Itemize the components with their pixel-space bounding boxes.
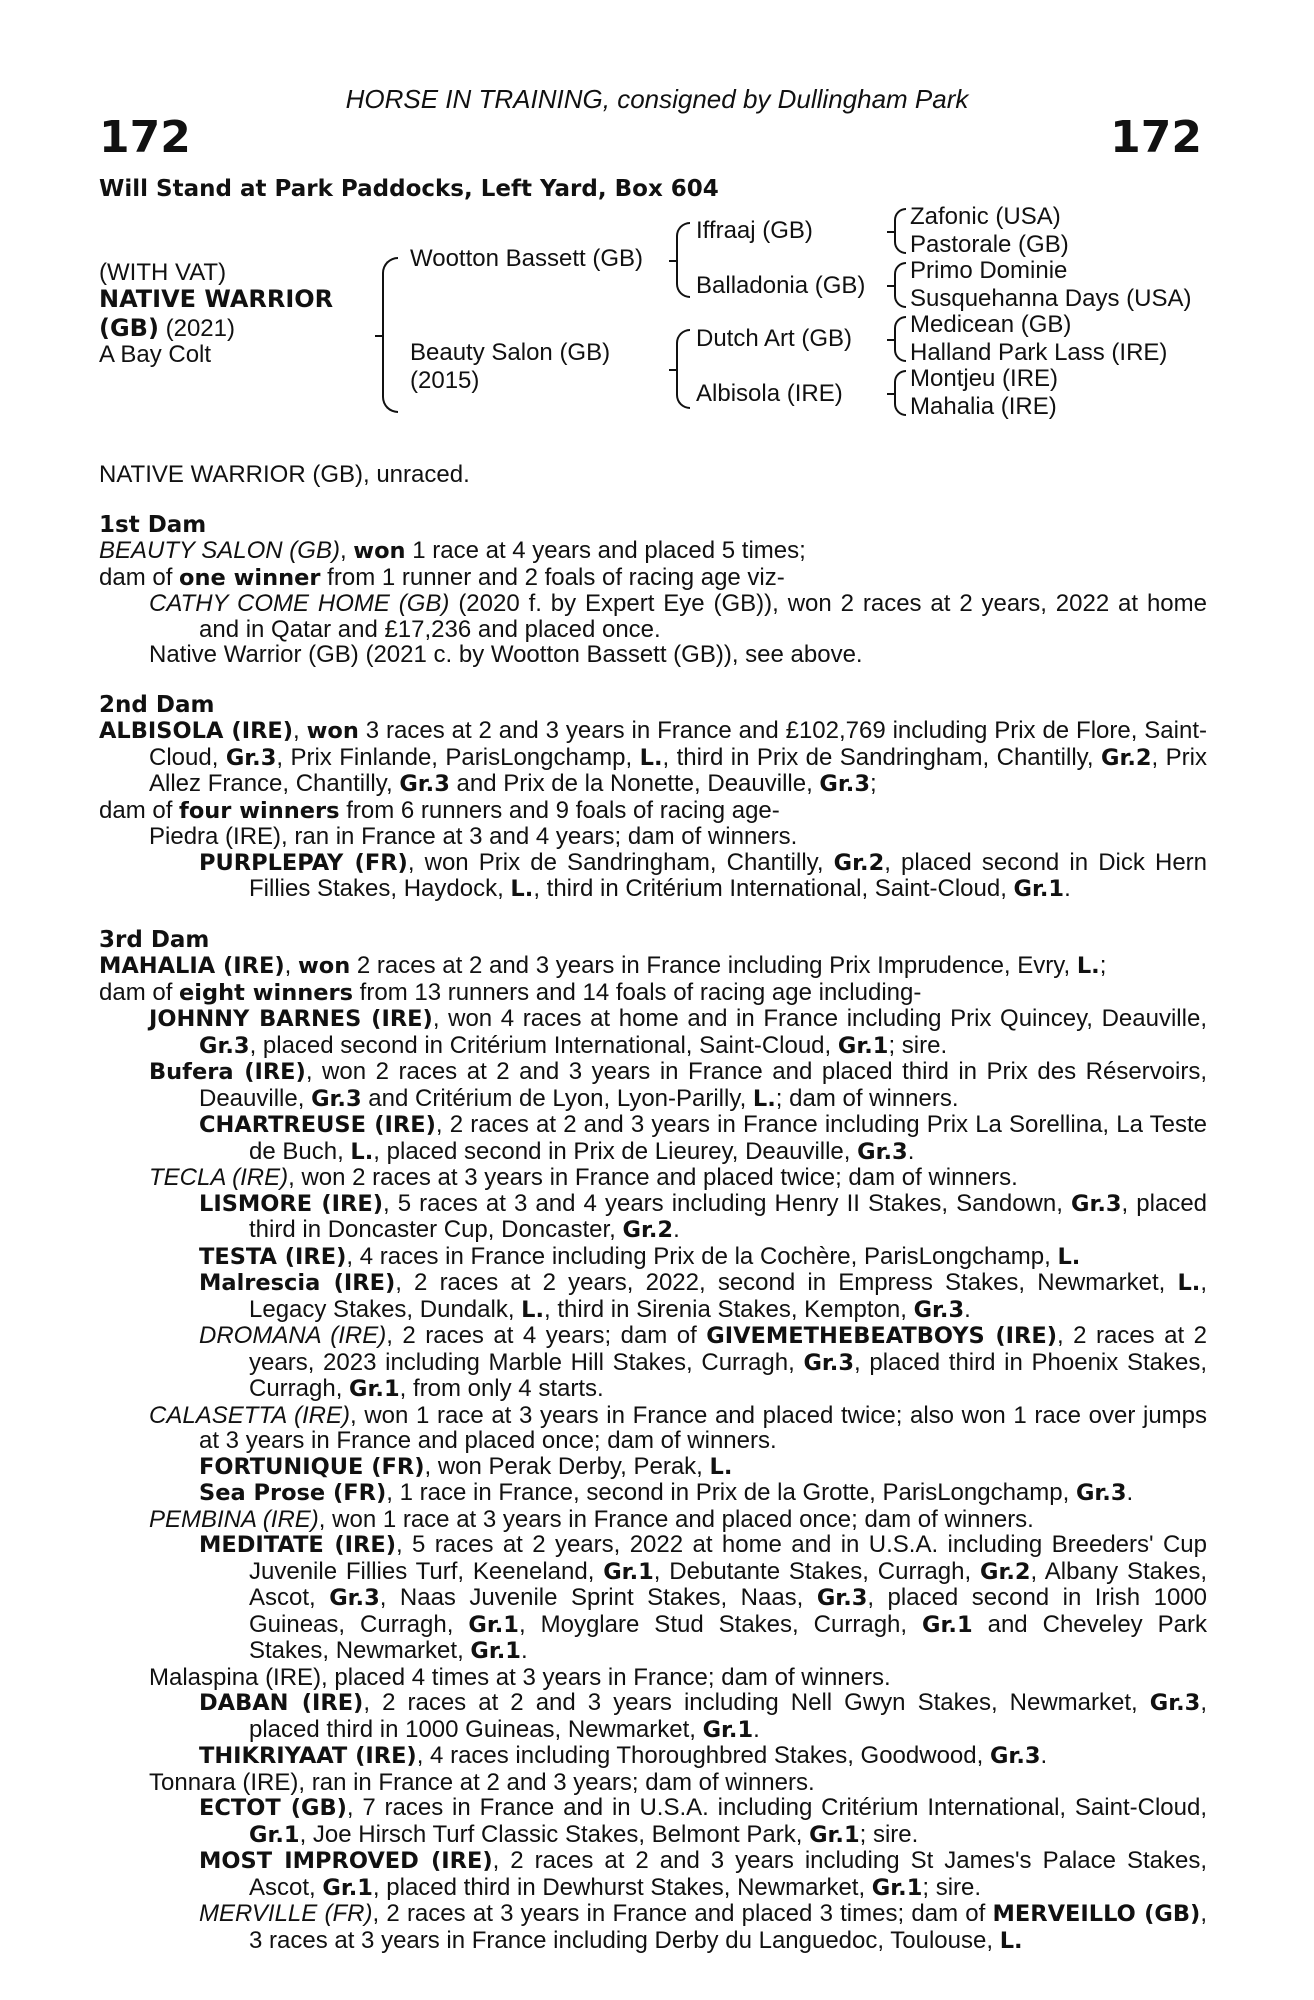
produce-sea-prose: Sea Prose (FR), 1 race in France, second in Prix de la Grotte, ParisLongchamp, Gr.3. <box>199 1479 1134 1506</box>
produce-merville: MERVILLE (FR), 2 races at 3 years in France and placed 3 times; dam of MERVEILLO (GB), 3 races at 3 years in France including Derby du Languedoc, Toulouse, L. <box>199 1900 1207 1954</box>
first-dam-heading: 1st Dam <box>99 511 207 538</box>
brace-generation-1 <box>382 257 398 413</box>
second-dam-heading: 2nd Dam <box>99 691 215 718</box>
dam-name: Beauty Salon (GB) <box>410 339 611 366</box>
dam-year: (2015) <box>410 367 480 394</box>
produce-most-improved: MOST IMPROVED (IRE), 2 races at 2 and 3 years including St James's Palace Stakes, Ascot, Gr.1, placed third in Dewhurst Stakes, Newmarket, Gr.1; sire. <box>199 1847 1207 1901</box>
lot-subtitle: HORSE IN TRAINING, consigned by Dullingham Park <box>345 84 969 114</box>
horse-name: NATIVE WARRIOR <box>99 285 334 313</box>
vat-note: (WITH VAT) <box>99 259 227 286</box>
produce-testa: TESTA (IRE), 4 races in France including Prix de la Cochère, ParisLongchamp, L. <box>199 1242 1081 1270</box>
produce-ectot: ECTOT (GB), 7 races in France and in U.S.A. including Critérium International, Saint-Cloud, Gr.1, Joe Hirsch Turf Classic Stakes, Belmont Park, Gr.1; sire. <box>199 1794 1207 1848</box>
sire-sire: Iffraaj (GB) <box>696 217 813 244</box>
dam-dam: Albisola (IRE) <box>696 380 843 407</box>
produce-thikriyaat: THIKRIYAAT (IRE), 4 races including Thoroughbred Stakes, Goodwood, Gr.3. <box>199 1742 1048 1769</box>
brace-dam-line <box>676 329 690 409</box>
produce-lismore: LISMORE (IRE), 5 races at 3 and 4 years including Henry II Stakes, Sandown, Gr.3, placed third in Doncaster Cup, Doncaster, Gr.2. <box>199 1189 1208 1243</box>
horse-year: (2021) <box>165 315 235 342</box>
second-dam-entry: ALBISOLA (IRE), won 3 races at 2 and 3 years in France and £102,769 including Prix de Flore, Saint-Cloud, Gr.3, Prix Finlande, ParisLongchamp, L., third in Prix de Sandringham, Chantilly, Gr.2, Prix Allez France, Chantilly, Gr.3 and Prix de la Nonette, Deauville, Gr.3; <box>99 717 1207 797</box>
horse-country-year <box>99 314 235 343</box>
produce-native-warrior: Native Warrior (GB) (2021 c. by Wootton Bassett (GB)), see above. <box>149 641 863 668</box>
lot-number-right: 172 <box>1110 112 1202 163</box>
horse-country: (GB) <box>99 314 159 342</box>
pedigree-notes <box>99 462 1207 1954</box>
unraced-line: NATIVE WARRIOR (GB), unraced. <box>99 461 470 488</box>
gg-sss: Zafonic (USA) <box>910 203 1061 230</box>
gg-sds: Primo Dominie <box>910 257 1068 284</box>
produce-tecla: TECLA (IRE), won 2 races at 3 years in France and placed twice; dam of winners. <box>149 1164 1018 1191</box>
first-dam-entry: BEAUTY SALON (GB), won 1 race at 4 years and placed 5 times; <box>99 537 806 564</box>
produce-pembina: PEMBINA (IRE), won 1 race at 3 years in France and placed once; dam of winners. <box>149 1505 1034 1533</box>
produce-johnny-barnes: JOHNNY BARNES (IRE), won 4 races at home and in France including Prix Quincey, Deauville, Gr.3, placed second in Critérium International, Saint-Cloud, Gr.1; sire. <box>149 1005 1207 1059</box>
first-dam-produce-line: dam of one winner from 1 runner and 2 foals of racing age viz- <box>99 563 785 591</box>
gg-ssd: Pastorale (GB) <box>910 231 1069 258</box>
horse-description: A Bay Colt <box>99 341 212 368</box>
brace-ds <box>894 316 906 362</box>
brace-sire-line <box>676 222 690 298</box>
stand-location: Will Stand at Park Paddocks, Left Yard, Box 604 <box>99 176 719 202</box>
produce-cathy-come-home: CATHY COME HOME (GB) (2020 f. by Expert Eye (GB)), won 2 races at 2 years, 2022 at home and in Qatar and £17,236 and placed once. <box>149 590 1207 643</box>
brace-sd <box>894 262 906 308</box>
sire-dam: Balladonia (GB) <box>696 272 866 299</box>
produce-bufera: Bufera (IRE), won 2 races at 2 and 3 years in France and placed third in Prix des Réservoirs, Deauville, Gr.3 and Critérium de Lyon, Lyon-Parilly, L.; dam of winners. <box>149 1058 1208 1112</box>
produce-piedra: Piedra (IRE), ran in France at 3 and 4 years; dam of winners. <box>149 823 798 850</box>
third-dam-entry: MAHALIA (IRE), won 2 races at 2 and 3 years in France including Prix Imprudence, Evry, L.; <box>99 952 1107 979</box>
produce-calasetta: CALASETTA (IRE), won 1 race at 3 years in France and placed twice; also won 1 race over jumps at 3 years in France and placed once; dam of winners. <box>149 1401 1208 1454</box>
brace-ss <box>894 208 906 254</box>
produce-malaspina: Malaspina (IRE), placed 4 times at 3 years in France; dam of winners. <box>149 1663 891 1691</box>
produce-meditate: MEDITATE (IRE), 5 races at 2 years, 2022 at home and in U.S.A. including Breeders' Cup Juvenile Fillies Turf, Keeneland, Gr.1, Debutante Stakes, Curragh, Gr.2, Albany Stakes, Ascot, Gr.3, Naas Juvenile Sprint Stakes, Naas, Gr.3, placed second in Irish 1000 Guineas, Curragh, Gr.1, Moyglare Stud Stakes, Curragh, Gr.1 and Cheveley Park Stakes, Newmarket, Gr.1. <box>199 1531 1208 1664</box>
gg-sdd: Susquehanna Days (USA) <box>910 285 1192 312</box>
brace-dd <box>894 370 906 416</box>
produce-daban: DABAN (IRE), 2 races at 2 and 3 years including Nell Gwyn Stakes, Newmarket, Gr.3, placed third in 1000 Guineas, Newmarket, Gr.1. <box>199 1689 1207 1743</box>
gg-dds: Montjeu (IRE) <box>910 365 1059 392</box>
produce-tonnara: Tonnara (IRE), ran in France at 2 and 3 years; dam of winners. <box>149 1768 815 1796</box>
produce-fortunique: FORTUNIQUE (FR), won Perak Derby, Perak, L. <box>199 1452 733 1480</box>
dam-sire: Dutch Art (GB) <box>696 325 853 352</box>
third-dam-heading: 3rd Dam <box>99 926 210 953</box>
produce-malrescia: Malrescia (IRE), 2 races at 2 years, 2022, second in Empress Stakes, Newmarket, L., Legacy Stakes, Dundalk, L., third in Sirenia Stakes, Kempton, Gr.3. <box>199 1269 1208 1323</box>
produce-dromana: DROMANA (IRE), 2 races at 4 years; dam of GIVEMETHEBEATBOYS (IRE), 2 races at 2 years, 2023 including Marble Hill Stakes, Curragh, Gr.3, placed third in Phoenix Stakes, Curragh, Gr.1, from only 4 starts. <box>199 1322 1208 1402</box>
gg-dsd: Halland Park Lass (IRE) <box>910 339 1168 366</box>
gg-dss: Medicean (GB) <box>910 311 1072 338</box>
third-dam-produce-line: dam of eight winners from 13 runners and 14 foals of racing age including- <box>99 978 922 1006</box>
produce-purplepay: PURPLEPAY (FR), won Prix de Sandringham, Chantilly, Gr.2, placed second in Dick Hern Fillies Stakes, Haydock, L., third in Critérium International, Saint-Cloud, Gr.1. <box>199 848 1208 902</box>
second-dam-produce-line: dam of four winners from 6 runners and 9 foals of racing age- <box>99 796 780 824</box>
produce-chartreuse: CHARTREUSE (IRE), 2 races at 2 and 3 years in France including Prix La Sorellina, La Teste de Buch, L., placed second in Prix de Lieurey, Deauville, Gr.3. <box>199 1111 1207 1165</box>
gg-ddd: Mahalia (IRE) <box>910 393 1057 420</box>
lot-number-left: 172 <box>99 112 191 163</box>
sire-name: Wootton Bassett (GB) <box>410 245 643 272</box>
